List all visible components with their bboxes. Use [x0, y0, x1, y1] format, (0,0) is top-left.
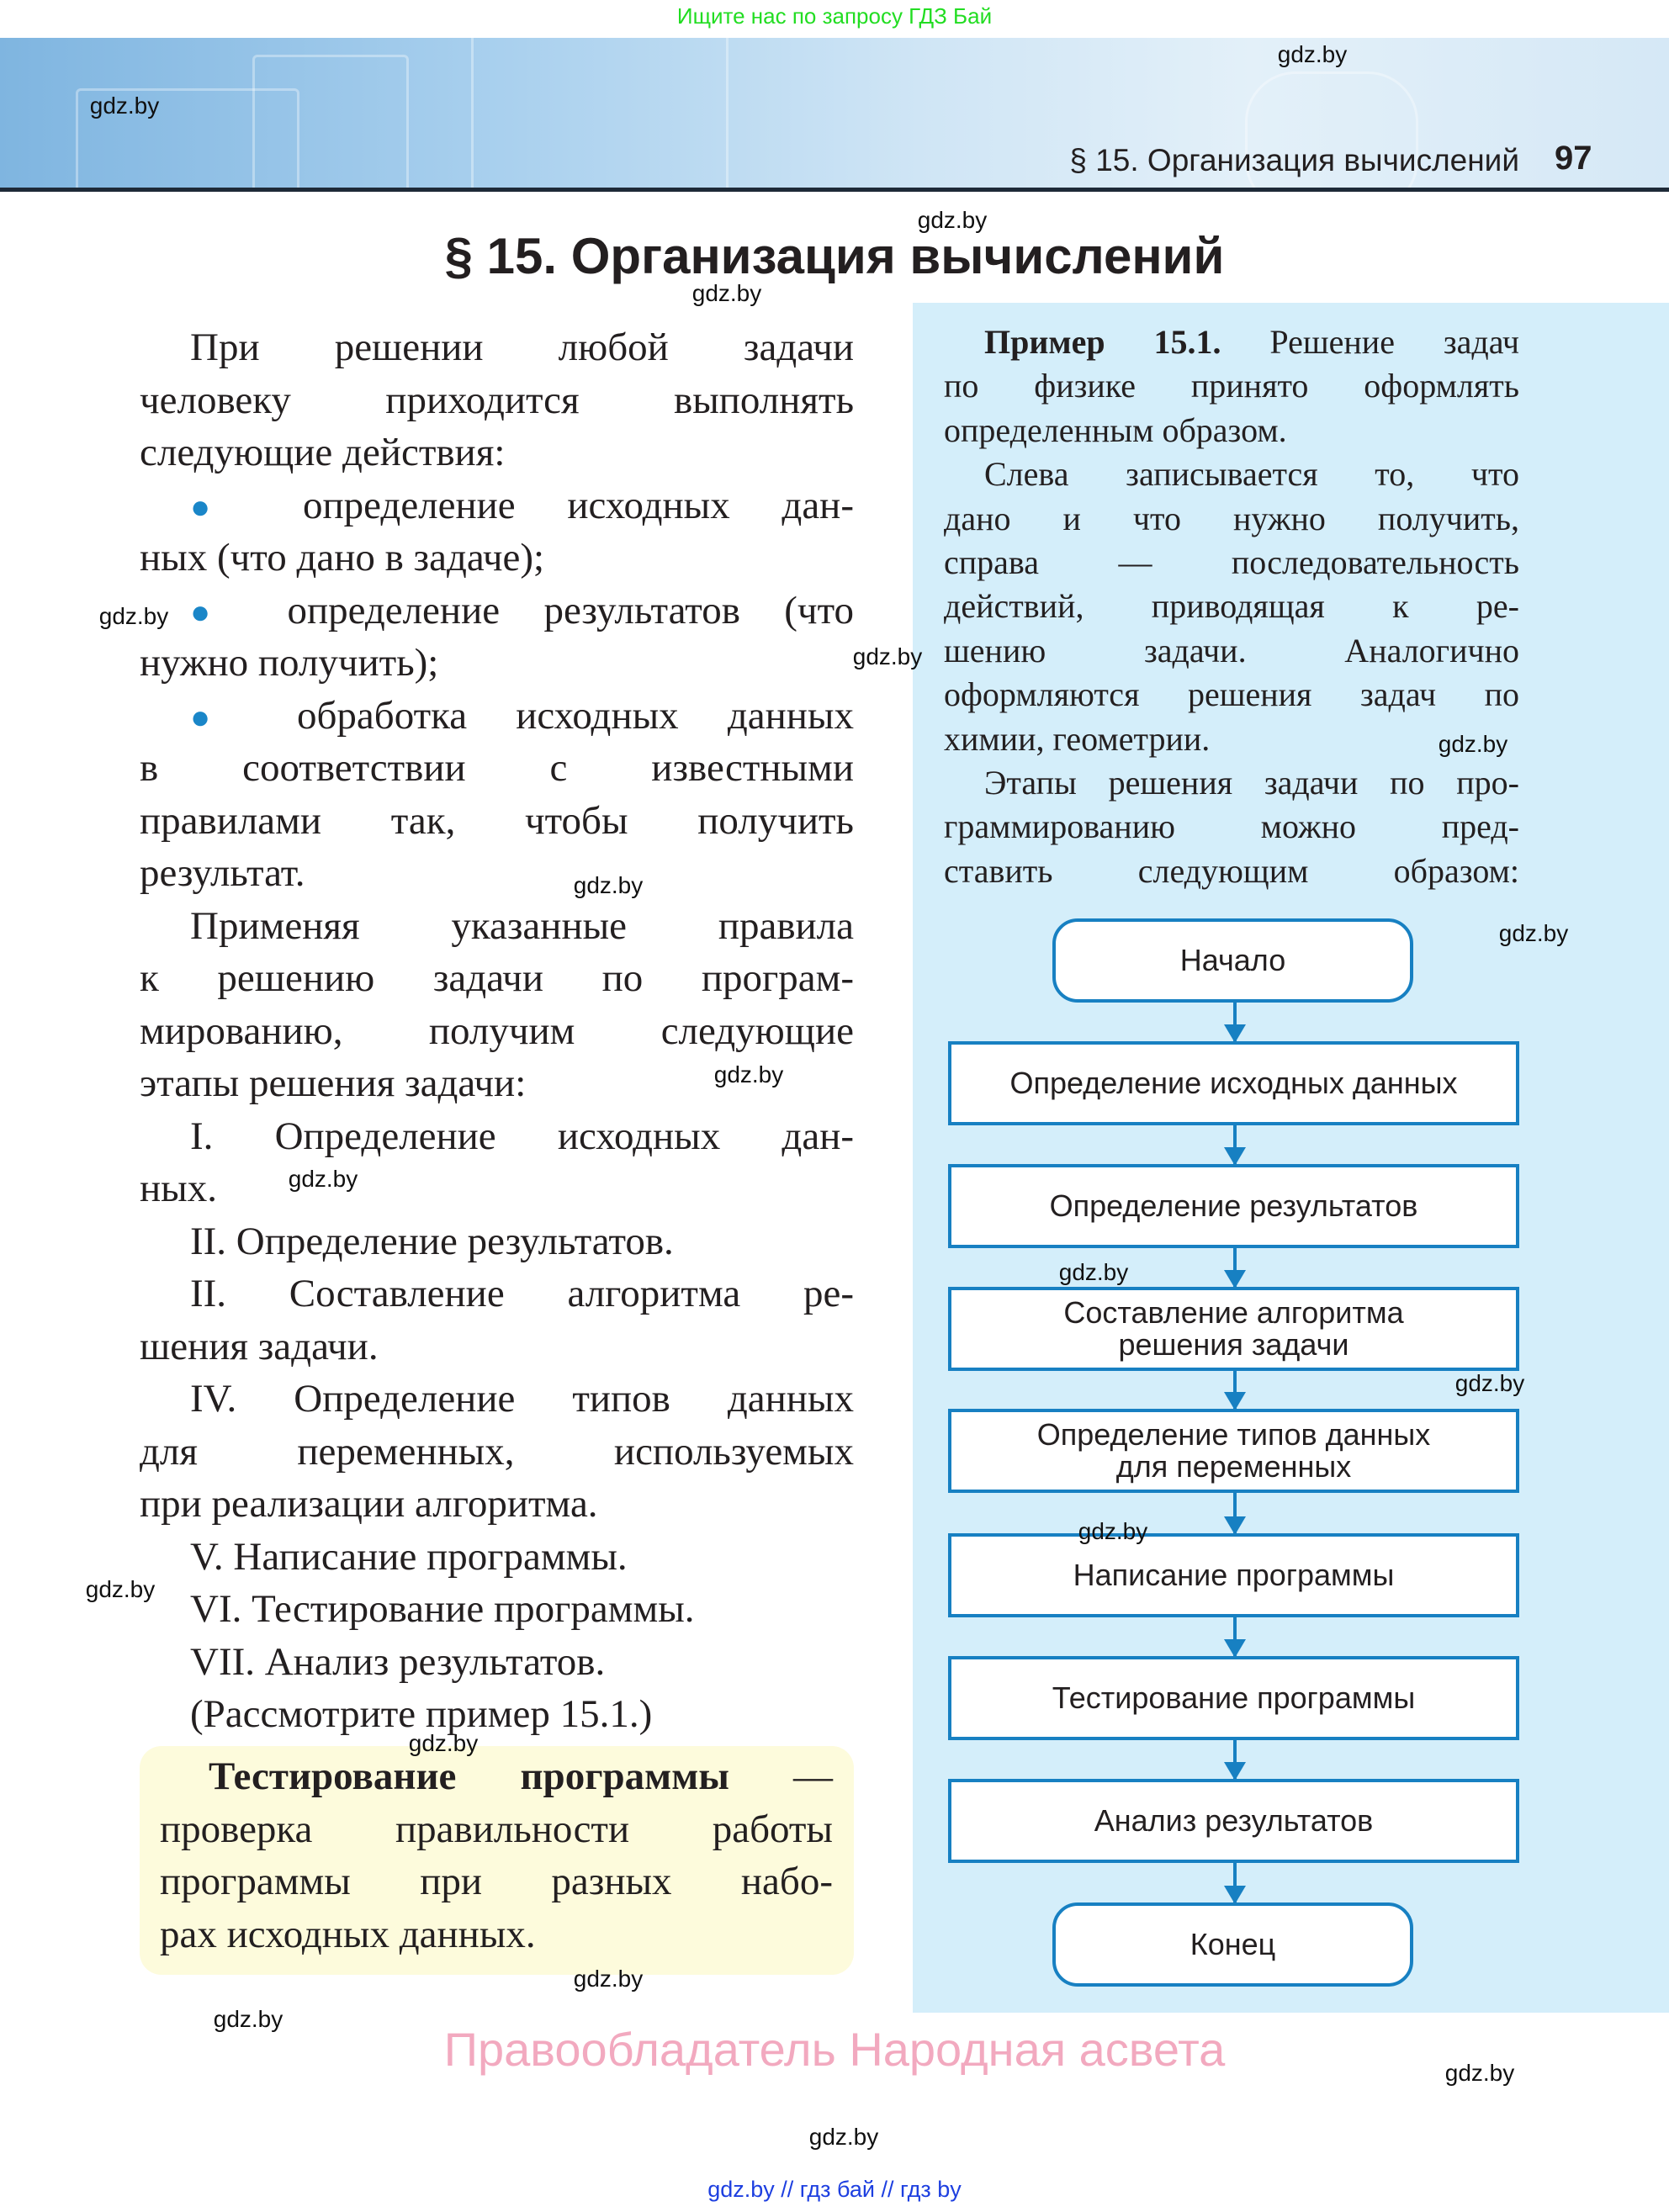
running-title: § 15. Организация вычислений: [1069, 143, 1519, 177]
watermark: gdz.by: [1078, 1518, 1148, 1544]
circuit-decoration: [471, 38, 729, 192]
line-text: граммированию можно пред-: [944, 807, 1519, 846]
flowchart-step: Составление алгоритма решения задачи: [948, 1287, 1519, 1371]
line-text: I. Определение исходных дан-: [190, 1114, 854, 1158]
flowchart-step: Начало: [1052, 918, 1413, 1003]
line-text: правилами так, чтобы получить: [140, 798, 854, 843]
text-line: [944, 805, 1519, 849]
text-line: [140, 847, 854, 899]
line-text: программы при разных набо-: [160, 1860, 833, 1903]
arrow-down-icon: [1233, 1125, 1237, 1164]
line-text: При решении любой задачи: [190, 325, 854, 369]
line-text: в соответствии с известными: [140, 746, 854, 790]
watermark: gdz.by: [85, 1576, 156, 1602]
text-line: [140, 532, 854, 584]
text-line: [140, 1267, 854, 1320]
line-text: ных (что дано в задаче);: [140, 536, 545, 579]
text-line: [140, 637, 854, 689]
text-line: [944, 585, 1519, 628]
line-text: к решению задачи по програм-: [140, 956, 854, 1000]
line-text: II. Определение результатов.: [190, 1219, 674, 1263]
line-text: химии, геометрии.: [944, 719, 1211, 758]
bullet-icon: ●: [190, 592, 288, 631]
line-text: обработка исходных данных: [297, 693, 854, 738]
flowchart-step: Написание программы: [948, 1533, 1519, 1617]
line-text: определение исходных дан-: [303, 483, 854, 527]
text-line: [944, 320, 1519, 364]
line-text: действий, приводящая к ре-: [944, 587, 1519, 626]
bullet-icon: ●: [190, 697, 298, 736]
line-text: определенным образом.: [944, 410, 1287, 449]
text-line: [140, 1426, 854, 1478]
text-line: [140, 1531, 854, 1583]
watermark: gdz.by: [1498, 920, 1569, 946]
text-line: [140, 479, 854, 532]
watermark: gdz.by: [98, 603, 169, 629]
watermark: gdz.by: [573, 1966, 644, 1992]
text-line: [160, 1803, 833, 1855]
line-text: человеку приходится выполнять: [140, 378, 854, 422]
text-line: [140, 952, 854, 1004]
section-title: § 15. Организация вычислений: [444, 228, 1225, 284]
line-text: дано и что нужно получить,: [944, 499, 1519, 537]
example-label: Пример 15.1.: [984, 323, 1221, 361]
text-line: [140, 1478, 854, 1530]
line-text: рах исходных данных.: [160, 1912, 536, 1956]
text-line: [944, 761, 1519, 805]
line-text: Применяя указанные правила: [190, 903, 854, 948]
text-line: [140, 1636, 854, 1688]
line-text: Слева записывается то, что: [984, 455, 1519, 494]
line-text: определение результатов (что: [287, 588, 854, 632]
watermark: gdz.by: [1454, 1370, 1525, 1396]
watermark: gdz.by: [713, 1061, 784, 1087]
text-line: [944, 364, 1519, 408]
text-line: [160, 1750, 833, 1802]
watermark: gdz.by: [852, 643, 923, 669]
watermark: gdz.by: [213, 2006, 283, 2032]
text-line: [944, 452, 1519, 496]
watermark: gdz.by: [89, 93, 160, 119]
text-line: [140, 795, 854, 847]
line-text: при реализации алгоритма.: [140, 1482, 598, 1526]
line-text: для переменных, используемых: [140, 1429, 854, 1474]
text-line: [944, 629, 1519, 673]
flowchart-step: Определение типов данных для переменных: [948, 1409, 1519, 1493]
line-text: VI. Тестирование программы.: [190, 1587, 695, 1631]
arrow-down-icon: [1233, 1863, 1237, 1902]
text-line: [140, 1215, 854, 1267]
line-text: справа — последовательность: [944, 543, 1519, 581]
text-line: [140, 1110, 854, 1162]
flowchart-step: Анализ результатов: [948, 1779, 1519, 1863]
text-line: [944, 409, 1519, 452]
line-text: ставить следующим образом:: [944, 851, 1519, 890]
arrow-down-icon: [1233, 1740, 1237, 1779]
text-line: [140, 1583, 854, 1635]
text-line: [944, 673, 1519, 717]
flowchart-step: Определение результатов: [948, 1164, 1519, 1248]
line-text: Решение задач: [1221, 323, 1519, 361]
watermark: gdz.by: [1058, 1259, 1129, 1285]
text-line: [140, 374, 854, 426]
watermark: gdz.by: [808, 2124, 879, 2150]
arrow-down-icon: [1233, 1617, 1237, 1656]
line-text: оформляются решения задач по: [944, 675, 1519, 714]
watermark: gdz.by: [408, 1730, 479, 1756]
text-line: [140, 1005, 854, 1057]
footer-links[interactable]: gdz.by // гдз бай // гдз by: [707, 2177, 962, 2202]
line-text: по физике принято оформлять: [944, 367, 1519, 405]
text-line: [944, 541, 1519, 585]
line-text: результат.: [140, 851, 305, 895]
flowchart-step: Определение исходных данных: [948, 1041, 1519, 1125]
arrow-down-icon: [1233, 1371, 1237, 1409]
text-line: [140, 1688, 854, 1740]
line-text: II. Составление алгоритма ре-: [190, 1272, 854, 1315]
line-text: мированию, получим следующие: [140, 1008, 854, 1053]
search-hint: Ищите нас по запросу ГДЗ Бай: [676, 3, 993, 29]
watermark: gdz.by: [288, 1166, 358, 1192]
text-line: [944, 497, 1519, 541]
bullet-icon: ●: [190, 487, 304, 526]
line-text: проверка правильности работы: [160, 1807, 833, 1851]
text-line: [944, 849, 1519, 893]
line-text: IV. Определение типов данных: [190, 1377, 854, 1421]
watermark: gdz.by: [573, 872, 644, 898]
line-text: шению задачи. Аналогично: [944, 631, 1519, 669]
watermark: gdz.by: [1277, 41, 1348, 67]
text-line: [140, 1373, 854, 1425]
line-text: V. Написание программы.: [190, 1534, 628, 1579]
flowchart-step: Тестирование программы: [948, 1656, 1519, 1740]
copyright-notice: Правообладатель Народная асвета: [443, 2023, 1226, 2076]
text-line: [140, 321, 854, 373]
watermark: gdz.by: [917, 207, 988, 233]
watermark: gdz.by: [691, 280, 762, 306]
text-line: [140, 585, 854, 637]
text-line: [944, 717, 1519, 761]
definition-term: Тестирование программы: [209, 1754, 729, 1798]
watermark: gdz.by: [1438, 731, 1508, 757]
page-number: 97: [1555, 140, 1592, 177]
line-text: —: [729, 1754, 833, 1798]
line-text: VII. Анализ результатов.: [190, 1639, 606, 1684]
text-line: [160, 1855, 833, 1908]
text-line: [160, 1908, 833, 1961]
line-text: нужно получить);: [140, 641, 439, 685]
text-line: [140, 1320, 854, 1373]
text-line: [140, 690, 854, 742]
line-text: ных.: [140, 1167, 217, 1210]
arrow-down-icon: [1233, 1003, 1237, 1041]
circuit-decoration: [252, 55, 409, 192]
line-text: (Рассмотрите пример 15.1.): [190, 1692, 653, 1736]
line-text: Этапы решения задачи по про-: [984, 764, 1519, 802]
text-line: [140, 742, 854, 794]
line-text: шения задачи.: [140, 1324, 379, 1368]
text-line: [140, 426, 854, 479]
line-text: этапы решения задачи:: [140, 1061, 527, 1105]
flowchart-step: Конец: [1052, 1902, 1413, 1987]
arrow-down-icon: [1233, 1248, 1237, 1287]
line-text: следующие действия:: [140, 431, 506, 474]
text-line: [140, 900, 854, 952]
watermark: gdz.by: [1444, 2060, 1515, 2086]
arrow-down-icon: [1233, 1493, 1237, 1533]
text-line: [140, 1162, 854, 1214]
